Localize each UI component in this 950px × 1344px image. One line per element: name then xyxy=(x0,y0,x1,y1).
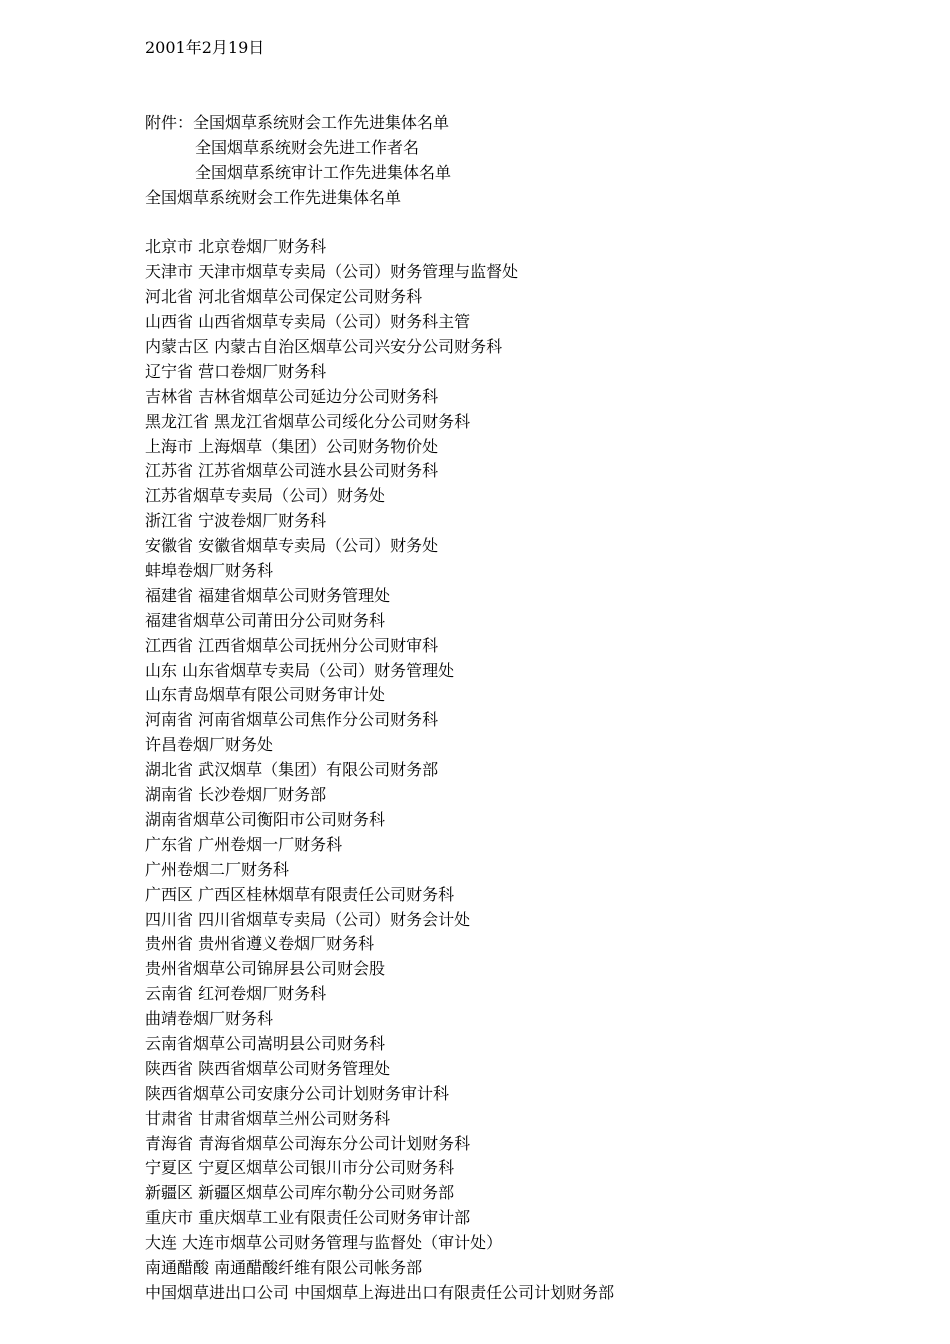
list-item: 云南省烟草公司嵩明县公司财务科 xyxy=(145,1033,386,1053)
list-item: 南通醋酸 南通醋酸纤维有限公司帐务部 xyxy=(145,1257,423,1277)
attachment-line-1 xyxy=(145,111,905,136)
list-item: 宁夏区 宁夏区烟草公司银川市分公司财务科 xyxy=(145,1158,455,1178)
list-item: 中国烟草进出口公司 中国烟草上海进出口有限责任公司计划财务部 xyxy=(145,1282,615,1302)
list-item: 湖北省 武汉烟草（集团）有限公司财务部 xyxy=(145,760,439,780)
list-item: 陕西省 陕西省烟草公司财务管理处 xyxy=(145,1058,391,1078)
list-item: 辽宁省 营口卷烟厂财务科 xyxy=(145,361,327,381)
list-item: 山西省 山西省烟草专卖局（公司）财务科主管 xyxy=(145,312,471,332)
list-item: 黑龙江省 黑龙江省烟草公司绥化分公司财务科 xyxy=(145,411,471,431)
list-item: 河南省 河南省烟草公司焦作分公司财务科 xyxy=(145,710,439,730)
list-item: 北京市 北京卷烟厂财务科 xyxy=(145,237,327,257)
list-item: 甘肃省 甘肃省烟草兰州公司财务科 xyxy=(145,1108,391,1128)
list-item: 湖南省 长沙卷烟厂财务部 xyxy=(145,785,327,805)
list-item: 河北省 河北省烟草公司保定公司财务科 xyxy=(145,287,423,307)
list-item: 青海省 青海省烟草公司海东分公司计划财务科 xyxy=(145,1133,471,1153)
list-item: 浙江省 宁波卷烟厂财务科 xyxy=(145,511,327,531)
section-title: 全国烟草系统财会工作先进集体名单 xyxy=(145,187,402,207)
list-item: 陕西省烟草公司安康分公司计划财务审计科 xyxy=(145,1083,450,1103)
entry-list xyxy=(145,235,905,1305)
document-date: 2001年2月19日 xyxy=(145,38,265,57)
list-item: 广东省 广州卷烟一厂财务科 xyxy=(145,834,343,854)
list-item: 蚌埠卷烟厂财务科 xyxy=(145,561,274,581)
list-item: 贵州省烟草公司锦屏县公司财会股 xyxy=(145,959,386,979)
list-item: 江西省 江西省烟草公司抚州分公司财审科 xyxy=(145,635,439,655)
list-item: 重庆市 重庆烟草工业有限责任公司财务审计部 xyxy=(145,1208,471,1228)
list-item: 内蒙古区 内蒙古自治区烟草公司兴安分公司财务科 xyxy=(145,337,503,357)
list-item: 广州卷烟二厂财务科 xyxy=(145,859,290,879)
attachment-item: 全国烟草系统财会先进工作者名 xyxy=(195,137,420,157)
list-item: 贵州省 贵州省遵义卷烟厂财务科 xyxy=(145,934,375,954)
document-page xyxy=(145,36,905,1306)
list-item: 山东 山东省烟草专卖局（公司）财务管理处 xyxy=(145,660,455,680)
spacer xyxy=(145,210,905,235)
list-item: 福建省烟草公司莆田分公司财务科 xyxy=(145,610,386,630)
list-item: 新疆区 新疆区烟草公司库尔勒分公司财务部 xyxy=(145,1183,455,1203)
list-item: 云南省 红河卷烟厂财务科 xyxy=(145,984,327,1004)
list-item: 曲靖卷烟厂财务科 xyxy=(145,1009,274,1029)
list-item: 天津市 天津市烟草专卖局（公司）财务管理与监督处 xyxy=(145,262,519,282)
attachment-label: 附件： xyxy=(145,112,194,132)
attachment-item: 全国烟草系统财会工作先进集体名单 xyxy=(193,112,450,132)
list-item: 广西区 广西区桂林烟草有限责任公司财务科 xyxy=(145,884,455,904)
list-item: 四川省 四川省烟草专卖局（公司）财务会计处 xyxy=(145,909,471,929)
list-item: 湖南省烟草公司衡阳市公司财务科 xyxy=(145,809,386,829)
list-item: 大连 大连市烟草公司财务管理与监督处（审计处） xyxy=(145,1233,503,1253)
list-item: 许昌卷烟厂财务处 xyxy=(145,735,274,755)
list-item: 上海市 上海烟草（集团）公司财务物价处 xyxy=(145,436,439,456)
list-item: 安徽省 安徽省烟草专卖局（公司）财务处 xyxy=(145,536,439,556)
list-item: 江苏省 江苏省烟草公司涟水县公司财务科 xyxy=(145,461,439,481)
list-item: 吉林省 吉林省烟草公司延边分公司财务科 xyxy=(145,386,439,406)
list-item: 江苏省烟草专卖局（公司）财务处 xyxy=(145,486,386,506)
attachment-item: 全国烟草系统审计工作先进集体名单 xyxy=(195,162,452,182)
list-item: 山东青岛烟草有限公司财务审计处 xyxy=(145,685,386,705)
spacer xyxy=(145,61,905,111)
list-item: 福建省 福建省烟草公司财务管理处 xyxy=(145,585,391,605)
